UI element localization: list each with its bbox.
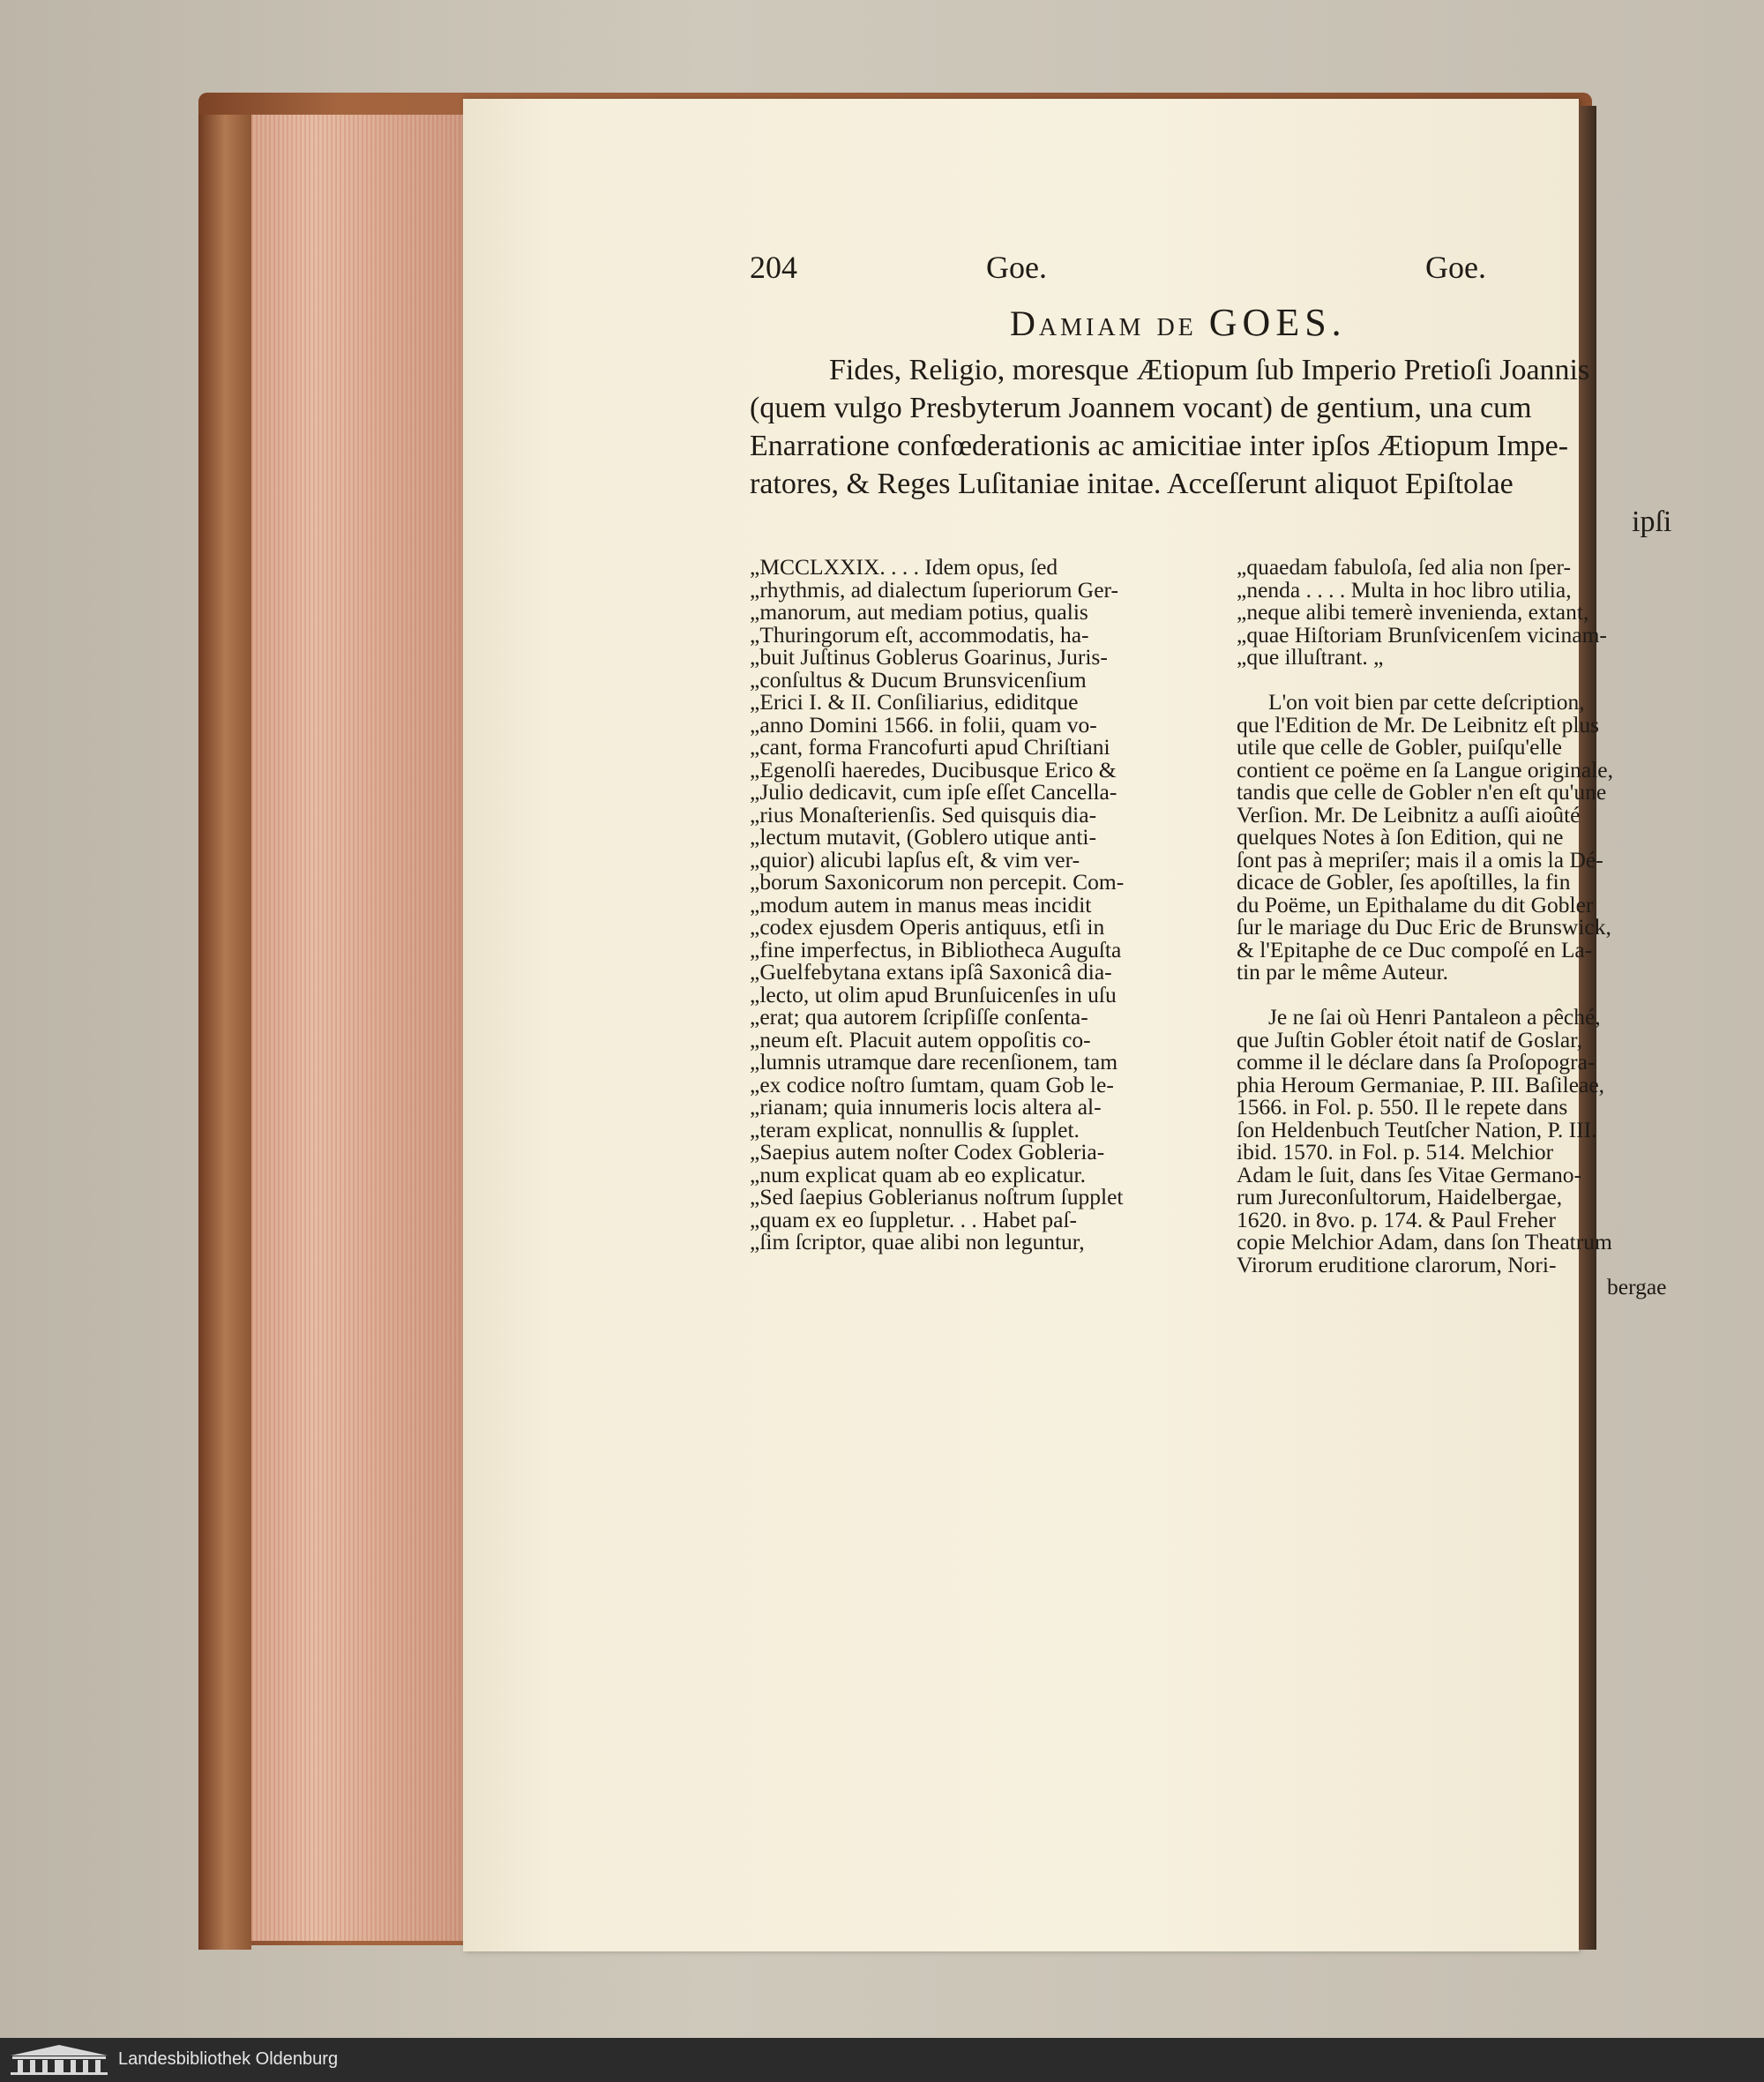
- text-line: „quae Hiſtoriam Brunſvicenſem vicinam-: [1237, 621, 1607, 648]
- entry-title: [1010, 300, 1347, 345]
- running-head-right: Goe.: [1425, 250, 1486, 285]
- text-line: tin par le même Auteur.: [1237, 959, 1449, 985]
- text-line: „lecto, ut olim apud Brunſuicenſes in uſu: [750, 981, 1117, 1007]
- text-line: du Poëme, un Epithalame du dit Gobler: [1237, 891, 1594, 917]
- text-line: „Guelfebytana extans ipſâ Saxonicâ dia-: [750, 959, 1112, 985]
- text-line: „quaedam fabuloſa, ſed alia non ſper-: [1237, 554, 1571, 580]
- text-line: „codex ejusdem Operis antiquus, etſi in: [750, 914, 1105, 940]
- text-line: tandis que celle de Gobler n'en eſt qu'une: [1237, 779, 1607, 805]
- text-line: „buit Juſtinus Goblerus Goarinus, Juris-: [750, 644, 1108, 670]
- text-line: que l'Edition de Mr. De Leibnitz eſt plus: [1237, 711, 1600, 738]
- text-line: phia Heroum Germaniae, P. III. Baſileae,: [1237, 1071, 1605, 1097]
- text-line: comme il le déclare dans ſa Proſopogra-: [1237, 1049, 1596, 1075]
- text-line: „fine imperfectus, in Bibliotheca Auguſta: [750, 936, 1122, 962]
- text-line: „Julio dedicavit, cum ipſe eſſet Cancella-: [750, 779, 1117, 805]
- text-line: „num explicat quam ab eo explicatur.: [750, 1161, 1086, 1187]
- library-building-icon: [7, 2043, 111, 2077]
- text-line: „anno Domini 1566. in folii, quam vo-: [750, 711, 1097, 738]
- text-line: ſont pas à mepriſer; mais il a omis la Dé-: [1237, 846, 1603, 872]
- text-line: „lectum mutavit, (Goblero utique anti-: [750, 824, 1097, 850]
- text-line: „Saepius autem noſter Codex Gobleria-: [750, 1139, 1105, 1165]
- text-line: „Sed ſaepius Goblerianus noſtrum ſupplet: [750, 1184, 1124, 1210]
- intro-line: Enarratione confœderationis ac amicitiae inter ipſos Ætiopum Impe-: [750, 430, 1569, 462]
- entry-title-name: GOES.: [1208, 301, 1347, 344]
- left-column: [750, 556, 1208, 1254]
- catchword: bergae: [1607, 1274, 1667, 1299]
- text-line: dicace de Gobler, ſes apoſtilles, la fin: [1237, 869, 1571, 895]
- text-line: 1620. in 8vo. p. 174. & Paul Freher: [1237, 1206, 1556, 1232]
- intro-line: Fides, Religio, moresque Ætiopum ſub Imperio Pretioſi Joannis: [829, 354, 1590, 386]
- right-column: [1237, 556, 1695, 1299]
- text-line: „borum Saxonicorum non percepit. Com-: [750, 869, 1125, 895]
- text-line: rum Jureconſultorum, Haidelbergae,: [1237, 1184, 1563, 1210]
- blank-line: [1237, 669, 1695, 692]
- text-line: „quam ex eo ſuppletur. . . Habet paſ-: [750, 1206, 1078, 1232]
- page-number: 204: [750, 250, 797, 285]
- text-line: ſon Heldenbuch Teutſcher Nation, P. III.: [1237, 1116, 1597, 1142]
- text-line: „Thuringorum eſt, accommodatis, ha-: [750, 621, 1089, 648]
- text-line: ibid. 1570. in Fol. p. 514. Melchior: [1237, 1139, 1554, 1165]
- text-line: „manorum, aut mediam potius, qualis: [750, 599, 1088, 625]
- text-line: „erat; qua autorem ſcripſiſſe conſenta-: [750, 1004, 1088, 1030]
- text-line: Adam le ſuit, dans ſes Vitae Germano-: [1237, 1161, 1582, 1187]
- text-line: 1566. in Fol. p. 550. Il le repete dans: [1237, 1094, 1568, 1120]
- text-line: ſur le mariage du Duc Eric de Brunswick,: [1237, 914, 1611, 940]
- text-line: „nenda . . . . Multa in hoc libro utilia,: [1237, 576, 1572, 603]
- running-head-left: Goe.: [986, 250, 1047, 285]
- text-line: copie Melchior Adam, dans ſon Theatrum: [1237, 1229, 1612, 1254]
- entry-title-prefix: Damiam de: [1010, 303, 1197, 343]
- text-line: „ſim ſcriptor, quae alibi non leguntur,: [750, 1229, 1085, 1254]
- text-line: „Erici I. & II. Conſiliarius, ediditque: [750, 689, 1079, 715]
- text-line: „rianam; quia innumeris locis altera al-: [750, 1094, 1102, 1120]
- text-line: quelques Notes à ſon Edition, qui ne: [1237, 824, 1564, 850]
- text-line: „neum eſt. Placuit autem oppoſitis co-: [750, 1026, 1091, 1052]
- intro-line: ratores, & Reges Luſitaniae initae. Acceſſerunt aliquot Epiſtolae: [750, 468, 1514, 500]
- text-line: „que illuſtrant. „: [1237, 644, 1384, 670]
- text-line: contient ce poëme en ſa Langue originale,: [1237, 756, 1613, 783]
- text-line: „rhythmis, ad dialectum ſuperiorum Ger-: [750, 576, 1118, 603]
- library-name: Landesbibliothek Oldenburg: [118, 2049, 339, 2069]
- entry-intro: [750, 351, 1702, 541]
- intro-line: ipſi: [1632, 506, 1672, 538]
- text-line: „teram explicat, nonnullis & ſupplet.: [750, 1116, 1080, 1142]
- text-line: & l'Epitaphe de ce Duc compoſé en La-: [1237, 936, 1593, 962]
- text-line: „cant, forma Francofurti apud Chriſtiani: [750, 734, 1110, 760]
- text-line: „quior) alicubi lapſus eſt, & vim ver-: [750, 846, 1080, 872]
- text-line: que Juſtin Gobler étoit natif de Goslar,: [1237, 1026, 1583, 1052]
- blank-line: [1237, 984, 1695, 1007]
- text-line: „Egenolſi haeredes, Ducibusque Erico &: [750, 756, 1117, 783]
- text-line: L'on voit bien par cette deſcription,: [1268, 689, 1585, 715]
- text-line: utile que celle de Gobler, puiſqu'elle: [1237, 734, 1562, 760]
- text-line: „rius Monaſterienſis. Sed quisquis dia-: [750, 801, 1097, 828]
- text-line: Virorum eruditione clarorum, Nori-: [1237, 1251, 1557, 1277]
- text-line: „modum autem in manus meas incidit: [750, 891, 1092, 917]
- intro-line: (quem vulgo Presbyterum Joannem vocant) de gentium, una cum: [750, 392, 1532, 424]
- text-line: Verſion. Mr. De Leibnitz a auſſi aioûté: [1237, 801, 1581, 828]
- text-line: „ex codice noſtro ſumtam, quam Gob le-: [750, 1071, 1114, 1097]
- text-line: „conſultus & Ducum Brunsvicenſium: [750, 666, 1087, 693]
- text-line: „MCCLXXIX. . . . Idem opus, ſed: [750, 554, 1058, 580]
- text-line: „lumnis utramque dare recenſionem, tam: [750, 1049, 1118, 1075]
- text-line: Je ne ſai où Henri Pantaleon a pêché,: [1268, 1004, 1601, 1030]
- page-edges: [251, 115, 465, 1941]
- book-spine: [198, 115, 251, 1950]
- text-line: „neque alibi temerè invenienda, extant,: [1237, 599, 1589, 625]
